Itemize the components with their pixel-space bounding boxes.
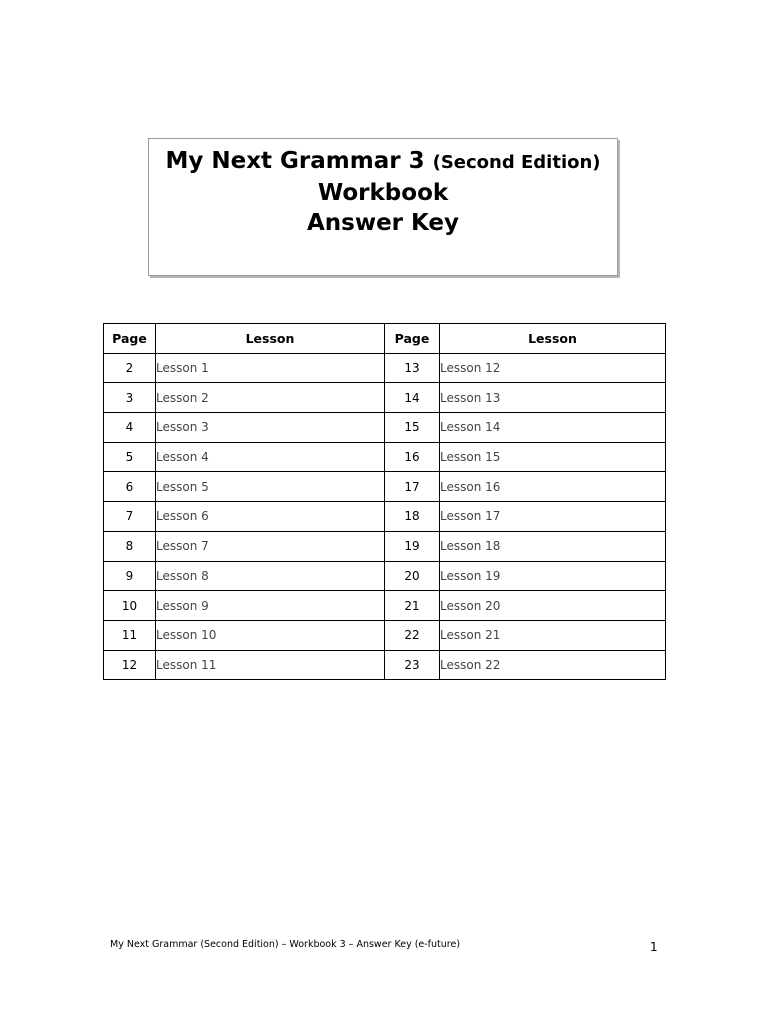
lesson-cell: Lesson 16 (440, 472, 666, 502)
lesson-cell: Lesson 7 (156, 531, 385, 561)
table-row (104, 502, 666, 532)
lesson-cell: Lesson 21 (440, 620, 666, 650)
title-line-3: Answer Key (306, 210, 460, 236)
page-cell: 21 (385, 591, 440, 621)
table-row (104, 472, 666, 502)
table-header-row (104, 324, 666, 354)
table-row (104, 620, 666, 650)
header-page-right: Page (385, 324, 440, 354)
page-cell: 22 (385, 620, 440, 650)
title-box (148, 138, 618, 276)
lesson-cell: Lesson 22 (440, 650, 666, 680)
table-row (104, 383, 666, 413)
title-edition: (Second Edition) (432, 152, 601, 173)
page-cell: 9 (104, 561, 156, 591)
lesson-cell: Lesson 14 (440, 413, 666, 443)
lesson-cell: Lesson 9 (156, 591, 385, 621)
lesson-cell: Lesson 12 (440, 353, 666, 383)
lesson-cell: Lesson 18 (440, 531, 666, 561)
page-cell: 5 (104, 442, 156, 472)
table-row (104, 650, 666, 680)
page-cell: 12 (104, 650, 156, 680)
table-row (104, 442, 666, 472)
table-row (104, 561, 666, 591)
lesson-cell: Lesson 20 (440, 591, 666, 621)
page-cell: 2 (104, 353, 156, 383)
header-lesson-right: Lesson (440, 324, 666, 354)
page-cell: 6 (104, 472, 156, 502)
lesson-cell: Lesson 10 (156, 620, 385, 650)
page-cell: 11 (104, 620, 156, 650)
table-row (104, 413, 666, 443)
page-cell: 16 (385, 442, 440, 472)
page-cell: 13 (385, 353, 440, 383)
lesson-cell: Lesson 19 (440, 561, 666, 591)
title-line-1 (149, 146, 617, 178)
page-cell: 3 (104, 383, 156, 413)
page-cell: 7 (104, 502, 156, 532)
lesson-cell: Lesson 2 (156, 383, 385, 413)
title-line-2: Workbook (317, 180, 449, 206)
page-cell: 8 (104, 531, 156, 561)
lesson-cell: Lesson 15 (440, 442, 666, 472)
footer-page-number: 1 (650, 940, 658, 954)
lesson-cell: Lesson 17 (440, 502, 666, 532)
page-cell: 15 (385, 413, 440, 443)
lesson-cell: Lesson 13 (440, 383, 666, 413)
page-cell: 4 (104, 413, 156, 443)
page-cell: 14 (385, 383, 440, 413)
lesson-cell: Lesson 4 (156, 442, 385, 472)
lesson-cell: Lesson 6 (156, 502, 385, 532)
page-cell: 23 (385, 650, 440, 680)
page-cell: 19 (385, 531, 440, 561)
lesson-cell: Lesson 8 (156, 561, 385, 591)
table-row (104, 353, 666, 383)
lesson-cell: Lesson 11 (156, 650, 385, 680)
lesson-cell: Lesson 5 (156, 472, 385, 502)
page-cell: 17 (385, 472, 440, 502)
header-lesson-left: Lesson (156, 324, 385, 354)
header-page-left: Page (104, 324, 156, 354)
title-main: My Next Grammar 3 (165, 148, 433, 174)
table-row (104, 531, 666, 561)
lesson-cell: Lesson 1 (156, 353, 385, 383)
page-cell: 18 (385, 502, 440, 532)
page-cell: 20 (385, 561, 440, 591)
lesson-index-table (103, 323, 666, 680)
lesson-cell: Lesson 3 (156, 413, 385, 443)
footer-text: My Next Grammar (Second Edition) – Workbook 3 – Answer Key (e-future) (110, 939, 461, 950)
table-row (104, 591, 666, 621)
page-cell: 10 (104, 591, 156, 621)
